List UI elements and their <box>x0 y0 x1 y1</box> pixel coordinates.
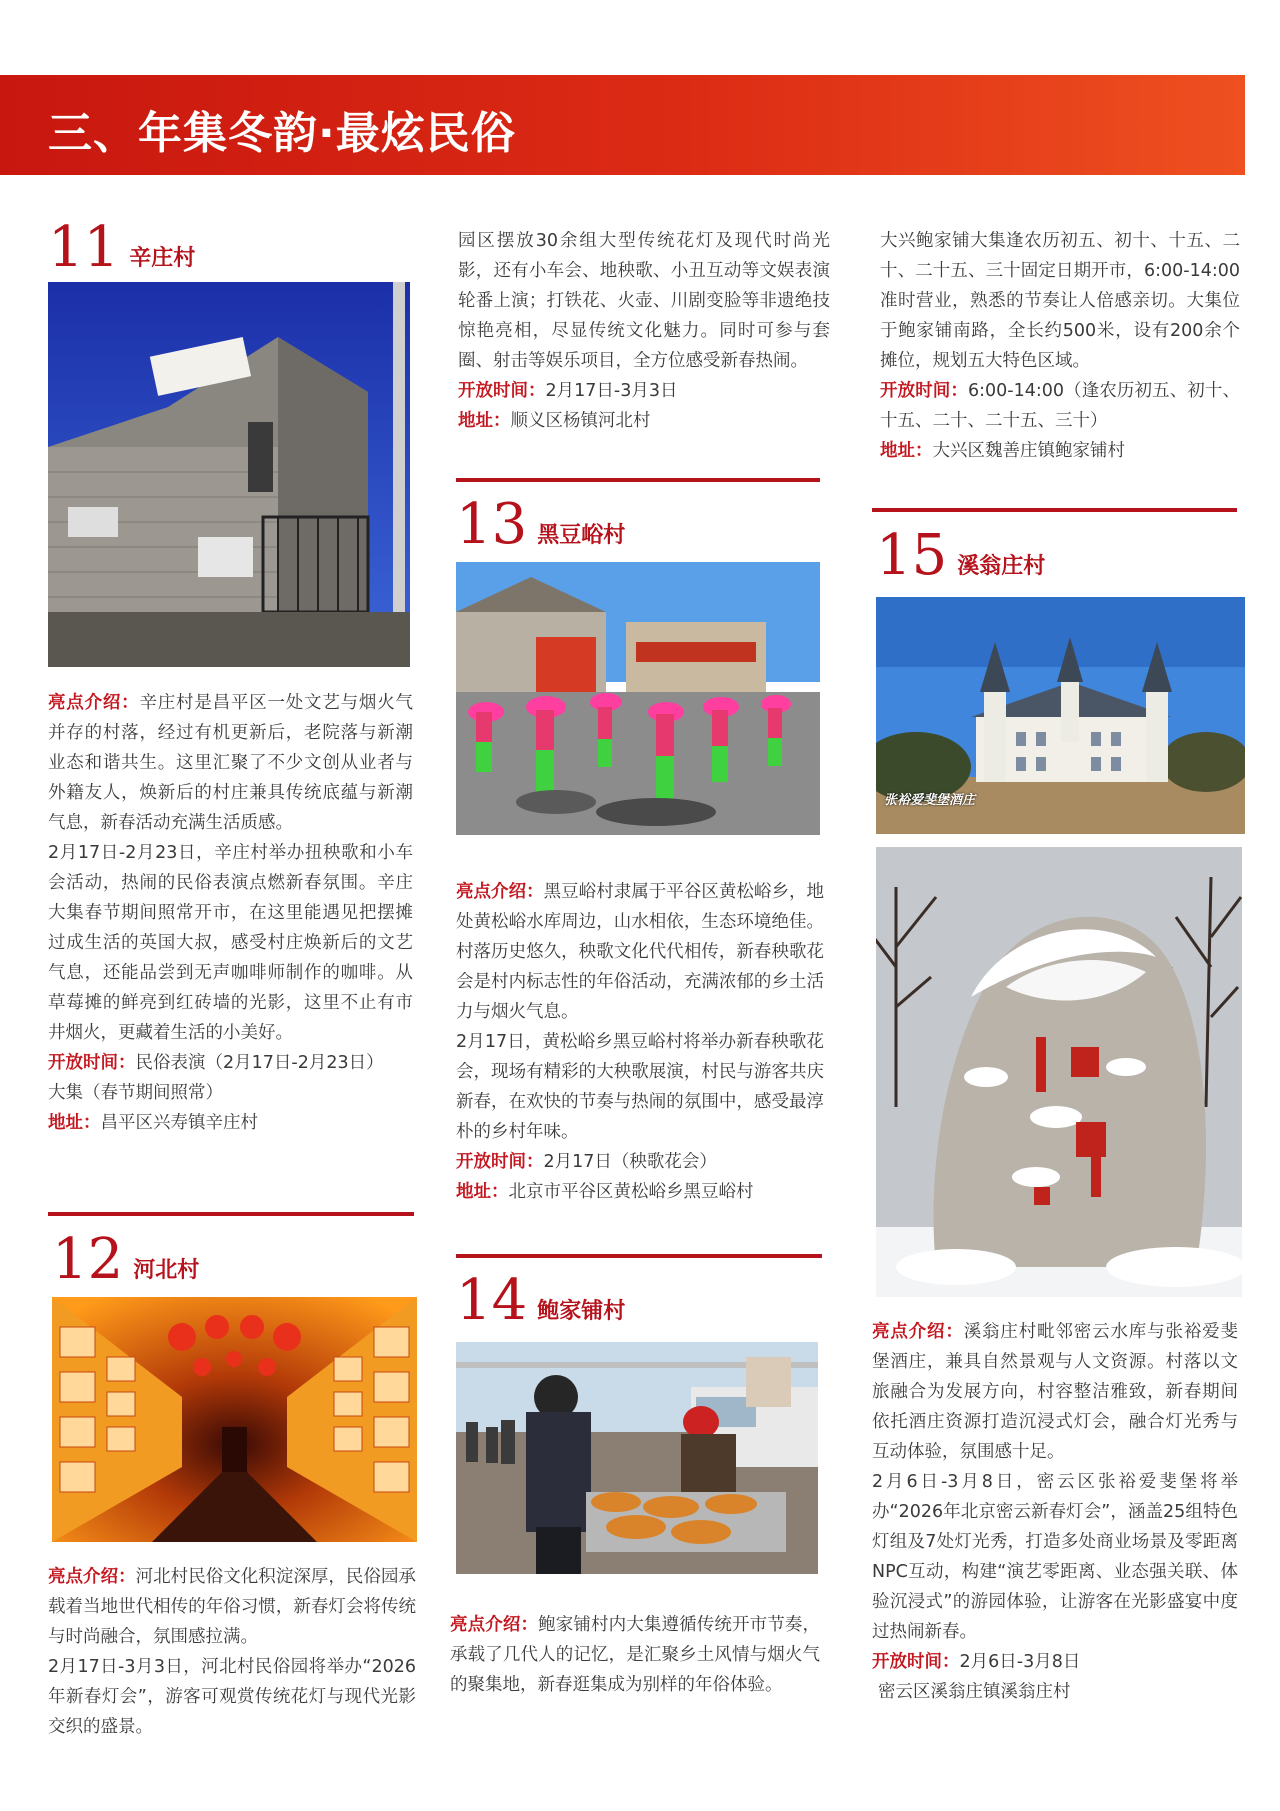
open-time-label: 开放时间： <box>456 1152 544 1172</box>
section-12-body <box>48 1562 416 1742</box>
section-divider <box>872 508 1237 512</box>
address-value: 昌平区兴寿镇辛庄村 <box>100 1113 258 1133</box>
section-name: 鲍家铺村 <box>537 1299 626 1324</box>
section-divider <box>48 1212 414 1216</box>
section-13-body <box>456 877 824 1207</box>
snow-stone-photo <box>876 847 1242 1297</box>
open-time-value: 2月6日-3月8日 <box>959 1652 1081 1672</box>
address-label: 地址： <box>456 1182 509 1202</box>
section-name: 河北村 <box>133 1258 200 1283</box>
event-detail: 2月6日-3月8日，密云区张裕爱斐堡将举办“2026年北京密云新春灯会”，涵盖25组特色灯组及7处灯光秀，打造多处商业场景及零距离NPC互动，构建“演艺零距离、业态强关联、体验沉浸式”的游园体验，让游客在光影盛宴中度过热闹新春。 <box>872 1472 1238 1642</box>
address-value: 密云区溪翁庄镇溪翁庄村 <box>878 1682 1071 1702</box>
chateau-photo <box>876 597 1245 834</box>
highlight-text: 辛庄村是昌平区一处文艺与烟火气并存的村落，经过有机更新后，老院落与新潮业态和谐共生。这里汇聚了不少文创从业者与外籍友人，焕新后的村庄兼具传统底蕴与新潮气息，新春活动充满生活质感。 <box>48 693 414 833</box>
highlight-text: 河北村民俗文化积淀深厚，民俗园承载着当地世代相传的年俗习惯，新春灯会将传统与时尚融合，氛围感拉满。 <box>48 1567 416 1647</box>
address-label: 地址： <box>458 411 511 431</box>
address-value: 顺义区杨镇河北村 <box>510 411 651 431</box>
open-time-value: 6:00-14:00（逢农历初五、初十、十五、二十、二十五、三十） <box>880 381 1240 431</box>
event-detail-continued: 园区摆放30余组大型传统花灯及现代时尚光影，还有小车会、地秧歌、小丑互动等文娱表演轮番上演；打铁花、火壶、川剧变脸等非遗绝技惊艳亮相，尽显传统文化魅力。同时可参与套圈、射击等娱乐项目，全方位感受新春热闹。 <box>458 231 830 371</box>
section-banner <box>0 75 1245 175</box>
section-name: 溪翁庄村 <box>957 554 1046 579</box>
section-14-continued <box>880 226 1240 466</box>
heidouyu-yangko-photo <box>456 562 820 835</box>
section-number: 11 <box>48 215 120 280</box>
open-time-label: 开放时间： <box>48 1053 136 1073</box>
baojiapu-market-photo <box>456 1342 818 1574</box>
hebei-village-lantern-photo <box>52 1297 417 1542</box>
event-detail: 2月17日，黄松峪乡黑豆峪村将举办新春秧歌花会，现场有精彩的大秧歌展演，村民与游客共庆新春，在欢快的节奏与热闹的氛围中，感受最淳朴的乡村年味。 <box>456 1032 824 1142</box>
open-time-value: 民俗表演（2月17日-2月23日） <box>135 1053 384 1073</box>
section-divider <box>456 1254 822 1258</box>
section-13-heading <box>456 492 626 557</box>
section-11-heading <box>48 215 196 280</box>
highlight-text: 溪翁庄村毗邻密云水库与张裕爱斐堡酒庄，兼具自然景观与人文资源。村落以文旅融合为发展方向，村容整洁雅致，新春期间依托酒庄资源打造沉浸式灯会，融合灯光秀与互动体验，氛围感十足。 <box>872 1322 1239 1462</box>
open-time-value: 2月17日-3月3日 <box>545 381 678 401</box>
highlight-label: 亮点介绍： <box>456 882 544 902</box>
photo-caption: 张裕爱斐堡酒庄 <box>884 793 976 808</box>
address-value: 大兴区魏善庄镇鲍家铺村 <box>932 441 1125 461</box>
section-15-heading <box>876 523 1046 588</box>
section-11-body <box>48 688 413 1138</box>
section-number: 14 <box>456 1268 528 1333</box>
section-15-body <box>872 1317 1238 1707</box>
event-detail: 2月17日-2月23日，辛庄村举办扭秧歌和小车会活动，热闹的民俗表演点燃新春氛围。辛庄大集春节期间照常开市，在这里能遇见把摆摊过成生活的英国大叔，感受村庄焕新后的文艺气息，还能品尝到无声咖啡师制作的咖啡。从草莓摊的鲜亮到红砖墙的光影，这里不止有市井烟火，更藏着生活的小美好。 <box>48 843 413 1043</box>
section-14-heading <box>456 1268 626 1333</box>
open-time-label: 开放时间： <box>880 381 968 401</box>
open-time-value: 2月17日（秧歌花会） <box>543 1152 717 1172</box>
highlight-label: 亮点介绍： <box>48 693 140 713</box>
section-number: 12 <box>52 1227 124 1292</box>
open-time-label: 开放时间： <box>872 1652 960 1672</box>
highlight-label: 亮点介绍： <box>48 1567 136 1587</box>
address-label: 地址： <box>48 1113 101 1133</box>
section-number: 13 <box>456 492 528 557</box>
address-label: 地址： <box>880 441 933 461</box>
page-title: 三、年集冬韵·最炫民俗 <box>48 108 516 159</box>
event-detail-continued: 大兴鲍家铺大集逢农历初五、初十、十五、二十、二十五、三十固定日期开市，6:00-14:00准时营业，熟悉的节奏让人倍感亲切。大集位于鲍家铺南路，全长约500米，设有200余个摊位，规划五大特色区域。 <box>880 231 1240 371</box>
section-12-heading <box>52 1227 200 1292</box>
section-name: 黑豆峪村 <box>537 523 626 548</box>
highlight-label: 亮点介绍： <box>872 1322 964 1342</box>
highlight-text: 黑豆峪村隶属于平谷区黄松峪乡，地处黄松峪水库周边，山水相依，生态环境绝佳。村落历史悠久，秧歌文化代代相传，新春秧歌花会是村内标志性的年俗活动，充满浓郁的乡土活力与烟火气息。 <box>456 882 824 1022</box>
xinzhuang-village-photo <box>48 282 410 667</box>
section-name: 辛庄村 <box>129 246 196 271</box>
section-divider <box>456 478 820 482</box>
section-number: 15 <box>876 523 948 588</box>
highlight-text: 鲍家铺村内大集遵循传统开市节奏，承载了几代人的记忆，是汇聚乡土风情与烟火气的聚集地，新春逛集成为别样的年俗体验。 <box>450 1615 820 1695</box>
event-detail: 2月17日-3月3日，河北村民俗园将举办“2026年新春灯会”，游客可观赏传统花灯与现代光影交织的盛景。 <box>48 1657 416 1737</box>
open-time-value-2: 大集（春节期间照常） <box>48 1083 223 1103</box>
section-14-body <box>450 1610 820 1700</box>
address-value: 北京市平谷区黄松峪乡黑豆峪村 <box>508 1182 754 1202</box>
open-time-label: 开放时间： <box>458 381 546 401</box>
section-12-continued <box>458 226 830 436</box>
highlight-label: 亮点介绍： <box>450 1615 539 1635</box>
